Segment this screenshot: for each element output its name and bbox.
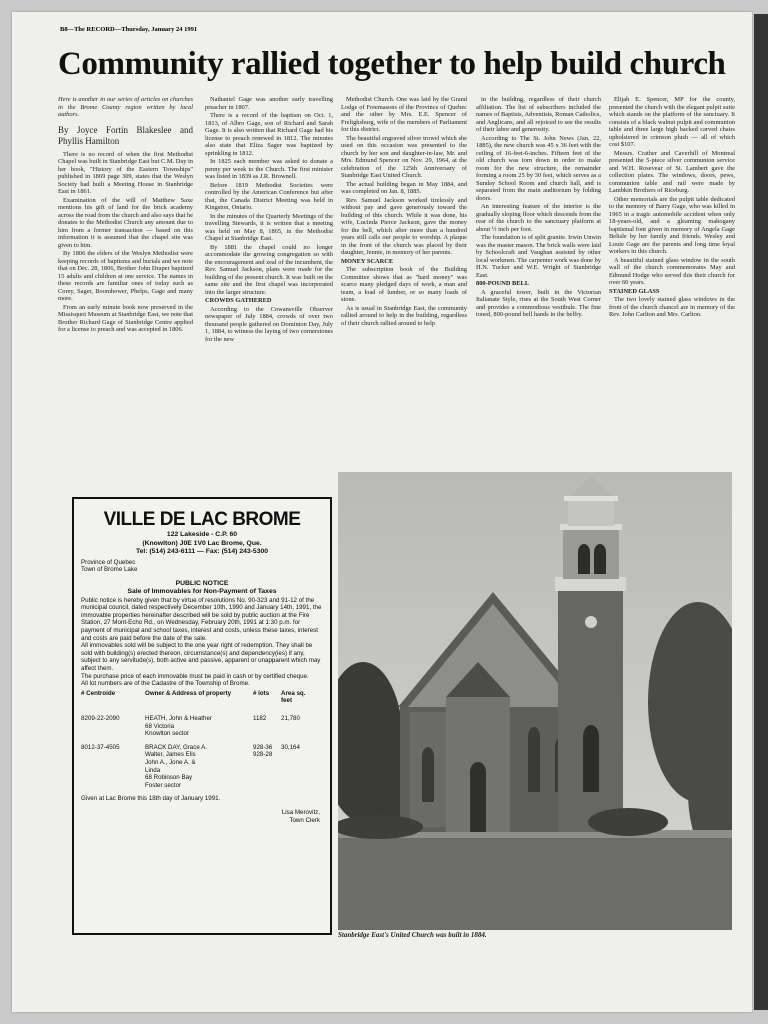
subheading-stained-glass: STAINED GLASS xyxy=(609,287,660,295)
paragraph: In the minutes of the Quarterly Meetings of the travelling Stewards, it is written that a meeting was held on May 8, 1865, in the Methodist Chapel at Stanbridge East. xyxy=(205,212,333,242)
table-header: # Centroide xyxy=(81,689,116,697)
paragraph: According to the Cowansville Observer newspaper of July 1884, crowds of over two thousand people gathered on Dominion Day, July 1, 1884, to witness the laying of two cornerstones for the new xyxy=(205,305,333,343)
article-column-5 xyxy=(609,96,735,468)
subheading-money: MONEY SCARCE xyxy=(341,257,394,265)
paragraph: From an early minute book now preserved in the Missisquoi Museum at Stanbridge East, we note that Brother Richard Gage of Stanbridge Centre applied for a license to preach and was accepted in 1806. xyxy=(58,303,193,333)
table-cell: 1182 xyxy=(253,715,267,722)
ground xyxy=(338,832,732,930)
paragraph: The actual building began in May 1884, and was completed on Jan. 8, 1885. xyxy=(341,180,467,195)
notice-paragraph: All immovables sold will be subject to the one year right of redemption. They shall be sold with building(s) erected thereon, circumstance(s) and dependency(ies) if any, subject to any servitude(s), both active and passive, apparent or unapparent which may affect them. xyxy=(81,642,321,673)
paragraph: In 1825 each member was asked to donate a penny per week to the Church. The first minister was listed in 1839 as J.R. Brownell. xyxy=(205,158,333,180)
paragraph: Nathaniel Gage was another early travelling preacher in 1807. xyxy=(205,96,333,111)
notice-signer: Lisa Merovitz, xyxy=(281,808,320,816)
notice-title: VILLE DE LAC BROME xyxy=(103,509,301,530)
table-header: # lots xyxy=(253,689,270,697)
paragraph: There is no record of when the first Methodist Chapel was built in Stanbridge East but C.M. Day in her book, "History of the Eastern Townships" published in 1869 page 309, states that the Weslyn Society had built a Meeting House in Stanbridge East in 1861. xyxy=(58,150,193,195)
subheading-bell: 800-POUND BELL xyxy=(476,280,530,287)
table-cell: BRACK DAY, Grace A. Walter, James Elis John A., Jone A. & Linda 68 Robinson Bay Foster sector xyxy=(145,743,208,789)
article-intro: Here is another in our series of articles on churches in the Brome County region written by local authors. xyxy=(58,96,193,118)
notice-heading: PUBLIC NOTICE xyxy=(175,579,229,587)
paragraph: Examination of the will of Matthew Saxe mentions his gift of land for the brick academy across the road from the church and also says that he donates to the Methodist Church any amount due to him from a former transaction — based on this information it is assumed that the chapel site was given to him. xyxy=(58,196,193,249)
article-column-4 xyxy=(476,96,601,468)
table-header: Area sq. feet xyxy=(281,689,306,705)
church-photo xyxy=(338,472,732,930)
table-cell: 30,164 xyxy=(281,743,300,751)
notice-phone: Tel: (514) 243-6111 — Fax: (514) 243-5300 xyxy=(135,548,269,555)
paragraph: Before 1819 Methodist Societies were controlled by the American Conference but after that, the Canada District Meeting was held in Kingston, Ontario. xyxy=(205,181,333,211)
notice-paragraph: Public notice is hereby given that by virtue of resolutions No. 90-323 and 91-12 of the municipal council, dated respectively December 10th, 1990 and January 14th, 1991, the immovable properties hereinafter described will be sold by public auction at the Fire Station, 27 Mont-Echo Rd., on Wednesday, February 20th, 1991 at 1:30 p.m. for payment of municipal and school taxes, interest and costs, unless these taxes, interest and costs are paid before the date of the sale. xyxy=(81,596,322,642)
notice-province: Province of Quebec xyxy=(81,558,136,566)
table-cell: 8209-22-2090 xyxy=(81,715,120,722)
paragraph: By 1881 the chapel could no longer accommodate the growing congregation so with the encouragement and zeal of the incumbent, the Rev. Samuel Jackson, plans were made for the building of the present church. It was built on the same site and the first chapel was incorporated into the larger structure. xyxy=(205,243,333,296)
church-illustration xyxy=(338,472,732,930)
notice-paragraph: All lot numbers are of the Cadastre of the Township of Brome. xyxy=(81,680,250,688)
notice-property-table xyxy=(74,690,330,790)
article-column-1 xyxy=(58,96,193,496)
paragraph: Other memorials are the pulpit table dedicated to the memory of Barry Gage, who was killed in 1965 in a tragic automobile accident when only 18-years-old, and a gleaming mahogany baptismal font given in memory of Angela Gage Belisle by her family and friends. Wesley and Louie Gage are the parents and long time loyal workers in this church. xyxy=(609,195,735,255)
paragraph: An interesting feature of the interior is the gradually sloping floor which descends from the rear of the church to the sanctuary platform at about ½ inch per foot. xyxy=(476,203,601,233)
table-header: Owner & Address of property xyxy=(145,689,232,697)
paragraph: Elijah E. Spencer, MP for the county, presented the church with the elegant pulpit suite which stands on the platform of the sanctuary. It consists of a black walnut pulpit and communion table and three large high backed carved chairs upholstered in crimson plush — all of which cost $107. xyxy=(609,96,735,148)
article-byline: By Joyce Fortin Blakeslee and Phyllis Hamilton xyxy=(58,124,193,146)
scanner-edge xyxy=(754,14,768,1010)
notice-address-1: 122 Lakeside - C.P. 60 xyxy=(166,531,238,538)
notice-signer-title: Town Clerk xyxy=(289,816,320,824)
paragraph: A beautiful stained glass window in the south wall of the church commemorates May and Edmund Hodge who served this their church for over 60 years. xyxy=(609,256,735,286)
article-column-3 xyxy=(341,96,467,468)
photo-caption: Stanbridge East's United Church was built in 1884. xyxy=(338,931,487,939)
paragraph: According to The St. John News (Jan. 22, 1885), the new church was 45 x 36 feet with the ceiling of 16-feet-6-inches. Fifteen feet of the old church was torn down in order to make room for the new structure, the remainder forming a room 25 by 30 feet, which serves as a Sunday School Room and church hall, and is separated from the main auditorium by folding doors. xyxy=(476,134,601,202)
paragraph: The foundation is of split granite. Irwin Unwin was the master mason. The brick walls were laid by Schoolcraft and Vaughan assisted by other local workmen. The carpenter work was done by H.N. Tucker and W.E. Wright of Stanbridge East. xyxy=(476,234,601,279)
article-column-2 xyxy=(205,96,333,496)
paragraph: The subscription book of the Building Committee shows that as "hard money" was scarce many pledged days of work, a man and team, a load of lumber, or so many loads of stone. xyxy=(341,266,467,303)
table-cell: 928-36 928-28 xyxy=(253,743,273,759)
paragraph: The two lovely stained glass windows in the front of the church chancel are in memory of the Rev. John Carlton and Mrs. Carlton. xyxy=(609,296,735,318)
page-folio: B8—The RECORD—Thursday, January 24 1991 xyxy=(60,26,198,33)
subheading-crowds: CROWDS GATHERED xyxy=(205,297,272,304)
table-cell: 21,780 xyxy=(281,715,300,722)
notice-address-2: (Knowlton) J0E 1V0 Lac Brome, Que. xyxy=(142,539,262,547)
notice-town: Town of Brome Lake xyxy=(81,566,138,574)
notice-subheading: Sale of Immovables for Non-Payment of Taxes xyxy=(127,588,277,596)
notice-given: Given at Lac Brome this 18th day of January 1991. xyxy=(81,795,221,803)
paragraph: in the building, regardless of their church affiliation. The list of subscribers included the names of Baptists, Adventists, Roman Catholics, and Anglicans, and all rejoiced to see the results of their labor and generosity. xyxy=(476,96,601,133)
paragraph: The beautiful engraved silver trowel which she used on this occasion was presented to the church by her son and daughter-in-law, Mr. and Mrs. Edmund Spencer on Nov. 29, 1964, at the celebration of the 125th Anniversary of Stanbridge East United Church. xyxy=(341,134,467,179)
public-notice-ad xyxy=(72,497,332,935)
notice-paragraph: The purchase price of each immovable must be paid in cash or by certified cheque. xyxy=(81,672,309,680)
paragraph: By 1806 the elders of the Weslyn Methodist were keeping records of baptisms and burials and we note that on Dec. 28, 1806, Brother John Draper baptized 15 adults and children at one service. The names in these records are familiar ones of today such as Corey, Sager, Boomhower, Phelps, Gage and many more. xyxy=(58,250,193,302)
table-cell: HEATH, John & Heather 68 Victoria Knowlton sector xyxy=(145,715,212,738)
paragraph: Messrs. Crather and Caverhill of Montreal presented the 5-piece silver communion service and W.H. Rosevear of St. Lambert gave the collection plates. The windows, doors, pews, communion table and rail were made by Lambkin Brothers of Riceburg. xyxy=(609,149,735,194)
table-cell: 8012-37-4505 xyxy=(81,743,120,751)
paragraph: Rev. Samuel Jackson worked tirelessly and without pay and gave generously toward the building of this church. While it was done, his wife, Lucinda Pierce Jackson, gave the money for the bell, which after more than a hundred years still calls our people to worship. A plaque in the front of the church was placed by their daughter, Jennie, in memory of her parents. xyxy=(341,196,467,256)
article-headline: Community rallied together to help build church xyxy=(58,46,726,82)
paragraph: A graceful tower, built in the Victorian Italianate Style, rises at the South West Corner and provides a commodious vestibule. The fine toned, 800-pound bell hands in the belfry. xyxy=(476,288,601,318)
paragraph: There is a record of the baptism on Oct. 1, 1813, of Albro Gage, son of Richard and Sarah Gage. It is also written that Richard Gage had his license to preach renewed in 1812. The minutes also state that Eliza Sager was baptized by sprinkling in 1812. xyxy=(205,112,333,157)
paragraph: Methodist Church. One was laid by the Grand Lodge of Freemasons of the Province of Quebec and the other by Mrs. E.E. Spencer of Frelighsburg, wife of the members of Parliament for this district. xyxy=(341,96,467,133)
paragraph: As is usual in Stanbridge East, the community rallied around to help in the building, regardless of their church rallied around to help xyxy=(341,304,467,327)
